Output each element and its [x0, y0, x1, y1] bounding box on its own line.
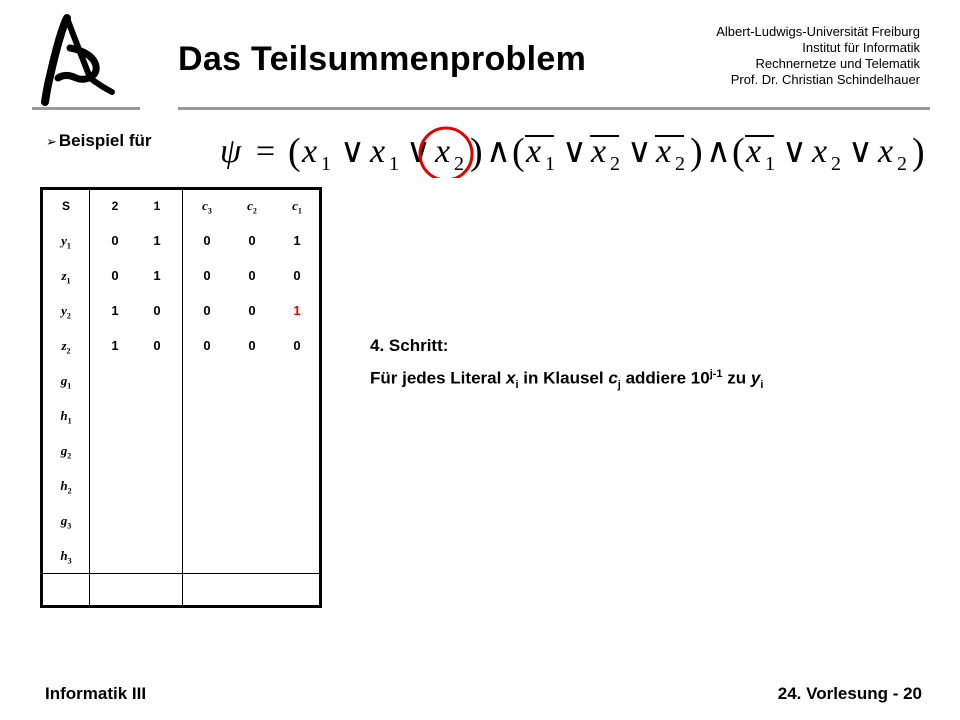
- formula-paren: ): [690, 131, 703, 173]
- formula-var: x: [878, 133, 894, 170]
- formula-var: x: [435, 133, 451, 170]
- formula-var: x: [591, 133, 607, 170]
- formula-var: x: [812, 133, 828, 170]
- table-cell: 1: [293, 233, 301, 248]
- formula-sub: 1: [389, 153, 399, 175]
- formula-or: ∨: [562, 133, 587, 170]
- table-cell: 1: [111, 303, 119, 318]
- table-cell: 0: [203, 233, 211, 248]
- formula-or: ∨: [627, 133, 652, 170]
- bullet-item: [46, 131, 152, 151]
- formula-or: ∨: [406, 133, 431, 170]
- institution-line: Albert-Ludwigs-Universität Freiburg: [716, 24, 920, 39]
- table-cell: 0: [248, 268, 256, 283]
- formula-sub: 2: [897, 153, 907, 175]
- institution-block: [716, 24, 920, 88]
- table-cell: 0: [203, 268, 211, 283]
- table-cell: 0: [293, 338, 301, 353]
- formula-or: ∨: [782, 133, 807, 170]
- table-cell: 0: [153, 303, 161, 318]
- table-divider: [89, 190, 90, 605]
- table-header-cell: $c_2$: [247, 198, 257, 216]
- table-row-label: $h_1$: [60, 408, 72, 426]
- table-divider: [43, 573, 319, 574]
- table-row-label: $z_2$: [61, 338, 71, 356]
- table-row-label: $y_2$: [61, 303, 71, 321]
- table-cell: 0: [248, 338, 256, 353]
- formula-sub: 2: [831, 153, 841, 175]
- step-description: [370, 332, 763, 399]
- table-cell: 1: [111, 338, 119, 353]
- formula-sub: 2: [610, 153, 620, 175]
- table-cell: 1: [153, 233, 161, 248]
- formula-var: x: [746, 133, 762, 170]
- table-row-label: $h_3$: [60, 548, 72, 566]
- bullet-text: Beispiel für: [58, 131, 152, 150]
- table-cell: 0: [203, 303, 211, 318]
- university-logo-icon: [30, 12, 140, 112]
- formula-sub: 2: [454, 153, 464, 175]
- table-row-label: $g_3$: [60, 513, 72, 531]
- formula-paren: (: [512, 131, 525, 173]
- table-cell: 0: [153, 338, 161, 353]
- formula-var: x: [302, 133, 318, 170]
- footer-lecture: 24. Vorlesung - 20: [777, 684, 922, 703]
- table-row-label: $z_1$: [61, 268, 71, 286]
- formula-or: ∨: [340, 133, 365, 170]
- header-rule-right: [178, 107, 930, 110]
- table-cell: 1: [153, 268, 161, 283]
- formula-var: x: [656, 133, 672, 170]
- page-title: Das Teilsummenproblem: [178, 40, 587, 78]
- formula-or: ∨: [848, 133, 873, 170]
- table-cell: 0: [111, 268, 119, 283]
- table-divider: [182, 190, 183, 605]
- table-cell: 0: [248, 233, 256, 248]
- bullet-arrow-icon: ➢: [46, 134, 57, 149]
- footer-course: Informatik III: [45, 684, 147, 703]
- formula-equals: =: [256, 133, 276, 170]
- formula-paren: ): [912, 131, 925, 173]
- institution-line: Prof. Dr. Christian Schindelhauer: [730, 72, 920, 87]
- formula-var: x: [526, 133, 542, 170]
- header-rule-left: [32, 107, 140, 110]
- subset-sum-table: [40, 187, 322, 608]
- formula-sub: 1: [765, 153, 775, 175]
- table-cell: 1: [293, 303, 301, 318]
- formula-paren: (: [288, 131, 301, 173]
- table-cell: 0: [111, 233, 119, 248]
- table-row-label: $y_1$: [61, 233, 71, 251]
- formula-sub: 2: [675, 153, 685, 175]
- table-row-label: $g_2$: [60, 443, 72, 461]
- table-cell: 0: [293, 268, 301, 283]
- formula-paren: ): [470, 131, 483, 173]
- table-header-cell: $c_1$: [292, 198, 302, 216]
- table-row-label: $h_2$: [60, 478, 72, 496]
- step-heading: 4. Schritt:: [370, 336, 449, 355]
- table-cell: 0: [203, 338, 211, 353]
- formula-psi: ψ: [220, 133, 242, 170]
- table-header-cell: 2: [111, 199, 119, 213]
- formula-var: x: [370, 133, 386, 170]
- formula-paren: (: [732, 131, 745, 173]
- formula-and: ∧: [486, 133, 511, 170]
- formula-and: ∧: [706, 133, 731, 170]
- table-cell: 0: [248, 303, 256, 318]
- formula-sub: 1: [545, 153, 555, 175]
- formula: [218, 122, 930, 178]
- table-header-cell: $c_3$: [202, 198, 212, 216]
- table-header-cell: 1: [153, 199, 161, 213]
- formula-sub: 1: [321, 153, 331, 175]
- step-text: Für jedes Literal $x_i$ in Klausel $c_j$ addiere 10$^{j-1}$ zu $y_i$: [370, 368, 764, 392]
- table-header-cell: S: [61, 199, 70, 213]
- institution-line: Rechnernetze und Telematik: [755, 56, 920, 71]
- institution-line: Institut für Informatik: [802, 40, 920, 55]
- table-row-label: $g_1$: [60, 373, 72, 391]
